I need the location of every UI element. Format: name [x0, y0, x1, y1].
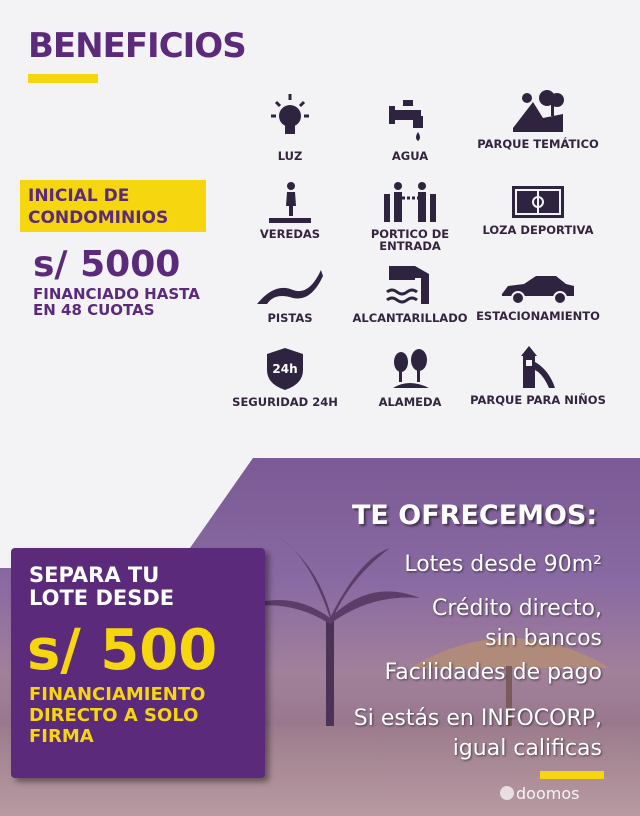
offer-item-facilidades: Facilidades de pago [384, 660, 602, 685]
sports-field-icon [510, 184, 566, 220]
inicial-price: s/ 5000 [33, 244, 181, 285]
benefit-loza: LOZA DEPORTIVA [468, 184, 608, 236]
sidewalk-icon [263, 180, 317, 224]
separa-financing: FINANCIAMIENTO DIRECTO A SOLO FIRMA [29, 684, 206, 747]
benefit-veredas: VEREDAS [220, 180, 360, 240]
offer-item-infocorp: Si estás en INFOCORP, [353, 706, 602, 731]
benefit-alcantarillado: ALCANTARILLADO [340, 264, 480, 324]
watermark-logo: doomos [516, 784, 580, 803]
shield-24h-icon [263, 346, 307, 392]
inicial-badge: INICIAL DE CONDOMINIOS [20, 180, 206, 232]
water-faucet-icon [383, 92, 437, 146]
benefit-agua: AGUA [340, 92, 480, 162]
gate-icon [380, 180, 440, 224]
offer-item-califica: igual calificas [452, 736, 602, 761]
benefit-luz: LUZ [220, 92, 360, 162]
page-title: BENEFICIOS [28, 26, 246, 66]
playground-icon [515, 344, 561, 390]
title-underline [28, 74, 98, 83]
offer-underline [540, 771, 604, 779]
light-bulb-icon [263, 92, 317, 146]
offer-item-credito: Crédito directo, [432, 596, 602, 621]
offer-item-lotes: Lotes desde 90m² [404, 552, 602, 577]
financing-text: FINANCIADO HASTA EN 48 CUOTAS [33, 285, 200, 319]
benefit-alameda: ALAMEDA [340, 348, 480, 408]
sewer-icon [383, 264, 437, 308]
benefit-pistas: PISTAS [220, 268, 360, 324]
car-icon [498, 272, 578, 306]
offer-item-bancos: sin bancos [485, 626, 602, 651]
benefit-estacionamiento: ESTACIONAMIENTO [468, 272, 608, 322]
separa-card: SEPARA TU LOTE DESDE s/ 500 FINANCIAMIENTO DIRECTO A SOLO FIRMA [11, 548, 265, 778]
road-icon [255, 268, 325, 308]
benefit-parque-tematico: PARQUE TEMÁTICO [468, 88, 608, 150]
separa-price: s/ 500 [27, 618, 218, 683]
park-icon [509, 88, 567, 134]
benefit-seguridad: 24h SEGURIDAD 24H [215, 346, 355, 408]
shield-24h-text: 24h [272, 362, 298, 376]
benefit-parque-ninos: PARQUE PARA NIÑOS [468, 344, 608, 406]
watermark-icon [500, 786, 514, 800]
trees-icon [387, 348, 433, 392]
benefit-portico: PORTICO DE ENTRADA [340, 180, 480, 252]
offer-title: TE OFRECEMOS: [352, 500, 598, 531]
